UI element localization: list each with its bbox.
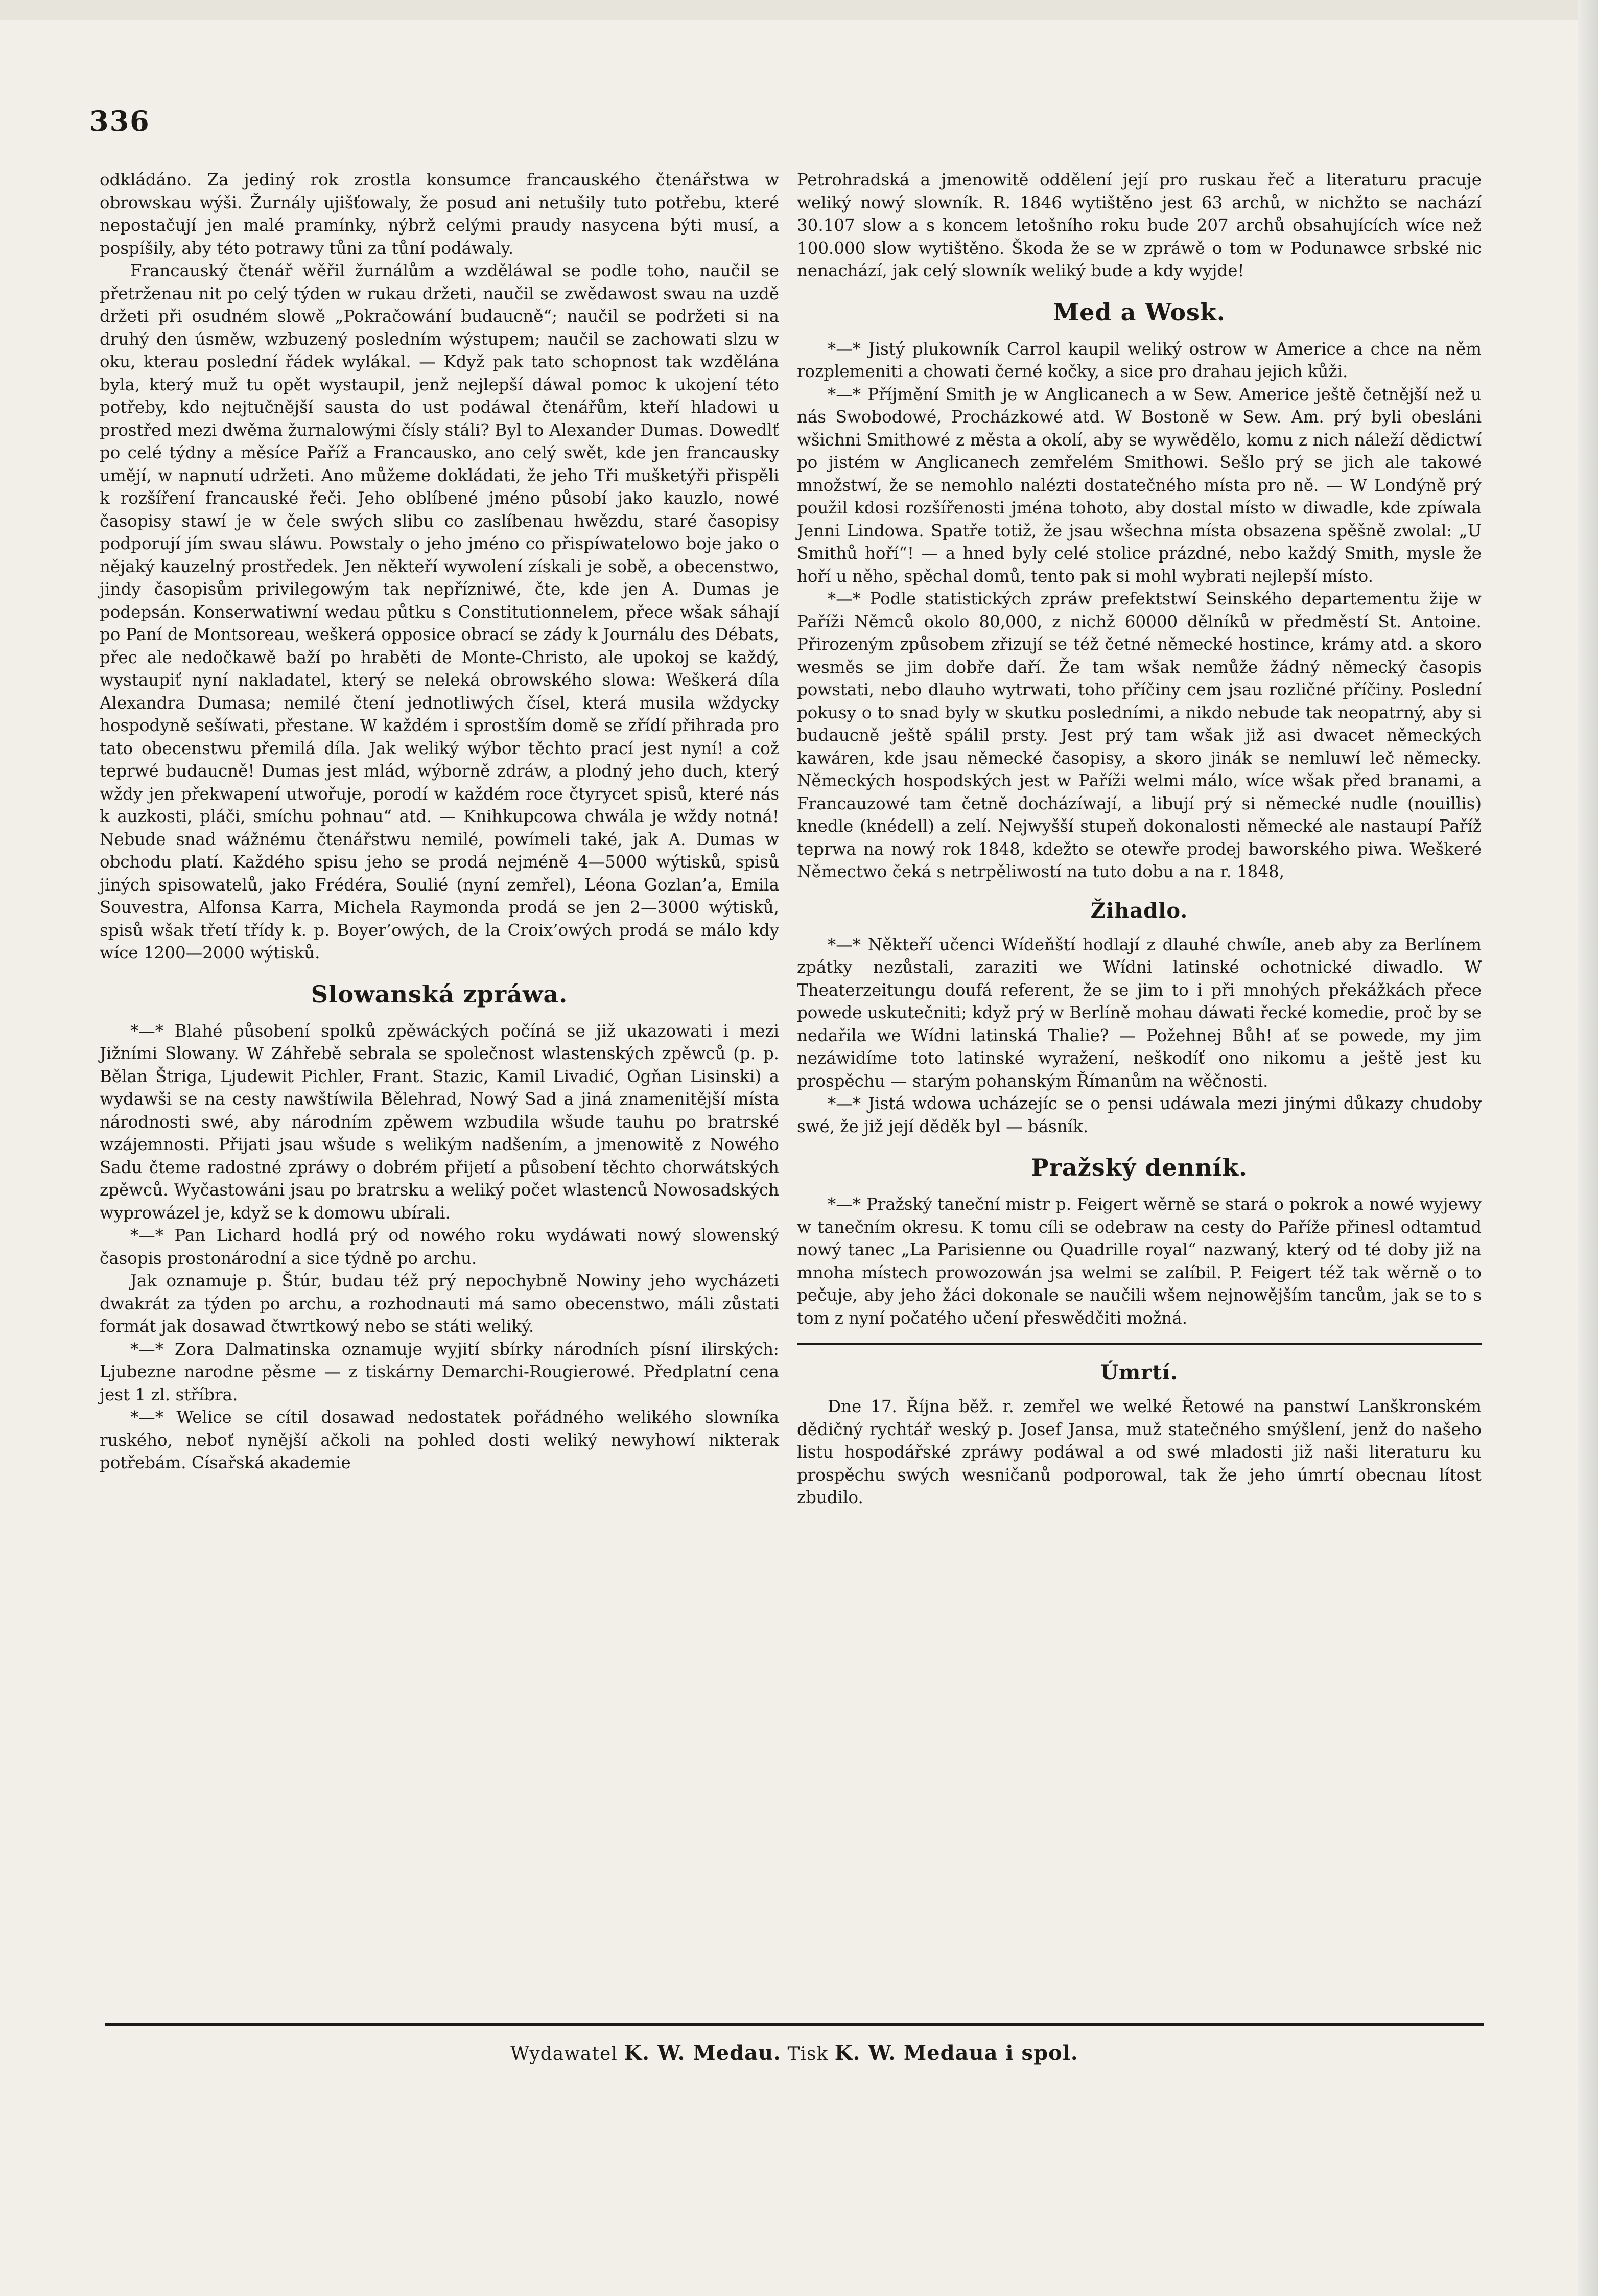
news-item: *—* Podle statistických zpráw prefektstwí Seinského departementu žije w Paříži Němců okolo 80,000, z nichž 60000 dělníků w předměstí St. Antoine. Přirozeným způsobem zřizují se též četné německé hostince, krámy atd. a skoro wesměs se jim dobře daří. Že tam wšak nemůže žádný německý časopis powstati, nebo dlauho wytrwati, toho příčiny cem jsau rozličné příčiny. Poslední pokusy o to snad byly w skutku posledními, a nikdo nebude tak neopatrný, aby si budaucně ještě spálil prsty. Jest prý tam wšak již asi dwacet německých kawáren, kde jsau německé časopisy, a skoro jinák se nemluwí leč německy. Německých hospodských jest w Paříži welmi málo, wíce wšak před branami, a Francauzowé tam četně docházíwají, a libují prý si německé nudle (nouillis) knedle (knédell) a zelí. Nejwyšší stupeň dokonalosti německé ale nastaupí Paříž teprwa na nowý rok 1848, kdežto se otewře prodej baworského piwa. Weškeré Němectwo čeká s netrpěliwostí na tuto dobu a na r. 1848,	[797, 589, 1482, 881]
section-title-prazsky-dennik: Pražský denník.	[1031, 1154, 1248, 1181]
news-item: *—* Jistý plukowník Carrol kaupil weliký ostrow w Americe a chce na něm rozplemeniti a chowati černé kočky, a sice pro drahau jejich kůži.	[797, 339, 1482, 381]
section-title-med-a-wosk: Med a Wosk.	[1053, 298, 1226, 326]
article-paragraph: odkládáno. Za jediný rok zrostla konsumce francauského čtenářstwa w obrowskau wýši. Žurnály ujišťowaly, že posud ani netušily tuto potřebu, které nepostačují jen malé pramínky, nýbrž celými praudy nasycena býti musí, a pospíšily, aby této potrawy tůni za tůní podáwaly.	[100, 170, 779, 258]
print-label: Tisk	[787, 2044, 829, 2065]
news-item: *—* Pan Lichard hodlá prý od nowého roku wydáwati nowý slowenský časopis prostonárodní a sice týdně po archu.	[100, 1226, 779, 1268]
section-title-slowanska: Slowanská zpráwa.	[311, 980, 568, 1008]
scan-edge-top	[0, 0, 1598, 20]
right-column	[797, 169, 1482, 1509]
imprint-footer	[105, 2041, 1484, 2065]
footer-rule	[105, 2023, 1484, 2026]
news-item: *—* Pražský taneční mistr p. Feigert wěrně se stará o pokrok a nowé wyjewy w tanečním okresu. K tomu cíli se odebraw na cesty do Paříže přinesl odtamtud nowý tanec „La Parisienne ou Quadrille royal“ nazwaný, který od té doby již na mnoha místech prowozowán jsa welmi se zalíbil. P. Feigert též tak wěrně o to pečuje, aby jeho žáci dokonale se naučili wšem nejnowějším tancům, jak se to s tom z nyní počatého učení přeswědčiti možná.	[797, 1194, 1482, 1328]
news-item: *—* Jistá wdowa ucházejíc se o pensi udáwala mezi jinými důkazy chudoby swé, že již její děděk byl — básník.	[797, 1094, 1482, 1136]
news-item: *—* Někteří učenci Wídeňští hodlají z dlauhé chwíle, aneb aby za Berlínem zpátky nezůstali, zaraziti we Wídni latinské ochotnické diwadlo. W Theaterzeitungu doufá referent, že se jim to i při mnohých překážkách přece powede uskutečniti; když prý w Berlíně mohau dáwati řecké komedie, proč by se nedařila we Wídni latinská Thalie? — Požehnej Bůh! ať se powede, my jim nezáwidíme toto latinské wyražení, neškodíť ono nikomu a ještě jest ku prospěchu — starým pohanským Římanům na wěčnosti.	[797, 934, 1482, 1091]
printer-name: K. W. Medaua i spol.	[834, 2041, 1078, 2065]
article-paragraph: Francauský čtenář wěřil žurnálům a wzděláwal se podle toho, naučil se přetrženau nit po celý týden w rukau držeti, naučil se zwědawost swau na uzdě držeti při osudném slowě „Pokračowání budaucně“; naučil se podržeti si na druhý den úsměw, wzbuzený posledním wýstupem; naučil se zachowati slzu w oku, kterau poslední řádek wylákal. — Když pak tato schopnost tak wzdělána byla, který muž tu opět wystaupil, jenž nejlepší dáwal pomoc k ukojení této potřeby, kdo nejtučnější sausta do ust podáwal čtenářům, kteří hladowi u prostřed mezi dwěma žurnalowými čísly stáli? Byl to Alexander Dumas. Dowedlť po celé týdny a měsíce Paříž a Francausko, ano celý swět, kde jen francausky umějí, w napnutí udržeti. Ano můžeme dokládati, že jeho Tři mušketýři přispěli k rozšíření francauské řeči. Jeho oblíbené jméno působí jako kauzlo, nowé časopisy stawí je w čele swých slibu co zaslíbenau hwězdu, staré časopisy podporují jím swau sláwu. Powstaly o jeho jméno co přispíwatelowo boje jako o nějaký kauzelný prostředek. Jen někteří wywolení získali je sobě, a obecenstwo, jindy časopisům privilegowým tak nepřízniwé, čte, kde jen A. Dumas je podepsán. Konserwatiwní wedau půtku s Constitutionnelem, přece wšak sáhají po Paní de Montsoreau, weškerá opposice obrací se zády k Journálu des Débats, přec ale nedočkawě baží po hraběti de Monte-Christo, ale upokoj se každý, wystaupiť nyní nakladatel, který se neleká obrowského slowa: Weškerá díla Alexandra Dumasa; nemilé čtení jednotliwých čísel, která musila wždycky hospodyně sešíwati, přestane. W každém i sprostším domě se zřídí přihrada pro tato obecenstwu přemilá díla. Jak weliký wýbor těchto prací jest nyní! a což teprwé budaucně! Dumas jest mlád, wýborně zdráw, a plodný jeho duch, který wždy jen překwapení utwořuje, porodí w každém roce čtyrycet spisů, které nás k auzkosti, pláči, smíchu pohnau“ atd. — Knihkupcowa chwála je wždy notná! Nebude snad wážnému čtenářstwu nemilé, powímeli také, jak A. Dumas w obchodu platí. Každého spisu jeho se prodá nejméně 4—5000 wýtisků, spisů jiných spisowatelů, jako Frédéra, Soulié (nyní zemřel), Léona Gozlan’a, Emila Souvestra, Alfonsa Karra, Michela Raymonda prodá se jen 2—3000 wýtisků, spisů wšak třetí třídy k. p. Boyer’owých, de la Croix’owých prodá se málo kdy wíce 1200—2000 wýtisků.	[100, 261, 779, 963]
news-item: *—* Příjmění Smith je w Anglicanech a w Sew. Americe ještě četnější než u nás Swobodowé, Procházkowé atd. W Bostoně w Sew. Am. prý byli obesláni wšichni Smithowé z města a okolí, aby se wywědělo, komu z nich náleží dědictwí po jistém w Anglicanech zemřelém Smithowi. Sešlo prý se jich ale takowé množstwí, že se nemohlo nalézti dostatečného místa pro ně. — W Londýně prý použil kdosi rozšířenosti jména tohoto, aby dostal místo w diwadle, kde zpíwala Jenni Lindowa. Spatře totiž, že jsau wšechna místa obsazena spěšně zwolal: „U Smithů hoří“! — a hned byly celé stolice prázdné, nebo každý Smith, mysle že hoří u něho, spěchal domů, tento pak si mohl wybrati nejlepší místo.	[797, 384, 1482, 586]
section-divider	[797, 1343, 1482, 1345]
publisher-label: Wydawatel	[510, 2044, 618, 2065]
page-number: 336	[89, 105, 150, 137]
news-item: Jak oznamuje p. Štúr, budau též prý nepochybně Nowiny jeho wycházeti dwakrát za týden po archu, a rozhodnauti má samo obecenstwo, máli zůstati formát jak dosawad čtwrtkowý nebo se státi weliký.	[100, 1271, 779, 1336]
scan-edge-right	[1578, 0, 1598, 2296]
news-item: *—* Blahé působení spolků zpěwáckých počíná se již ukazowati i mezi Jižními Slowany. W Záhřebě sebrala se společnost wlastenských zpěwců (p. p. Bělan Štriga, Ljudewit Pichler, Frant. Stazic, Kamil Livadić, Ogňan Lisinski) a wydawši se na cesty nawštíwila Bělehrad, Nowý Sad a jiná znamenitější místa národnosti swé, aby národním zpěwem wzbudila wšude tauhu po bratrské wzájemnosti. Přijati jsau wšude s welikým nadšením, a jmenowitě z Nowého Sadu čteme radostné zpráwy o dobrém přijetí a působení těchto chorwátských zpěwců. Wyčastowáni jsau po bratrsku a weliký počet wlastenců Nowosadských wyprowázel je, když se k domowu ubírali.	[100, 1021, 779, 1223]
publisher-name: K. W. Medau.	[624, 2041, 781, 2065]
section-title-umrti: Úmrtí.	[1100, 1361, 1178, 1385]
left-column	[100, 169, 779, 1474]
article-paragraph: Petrohradská a jmenowitě oddělení její pro ruskau řeč a literaturu pracuje weliký nowý slowník. R. 1846 wytištěno jest 63 archů, w nichžto se nachází 30.107 slow a s koncem letošního roku bude 207 archů obsahujících wíce než 100.000 slow wytištěno. Škoda že se w zpráwě o tom w Podunawce srbské nic nenachází, jak celý slowník weliký bude a kdy wyjde!	[797, 170, 1482, 280]
news-item: *—* Zora Dalmatinska oznamuje wyjití sbírky národních písní ilirských: Ljubezne narodne pěsme — z tiskárny Demarchi-Rougierowé. Předplatní cena jest 1 zl. stříbra.	[100, 1339, 779, 1404]
section-title-zihadlo: Žihadlo.	[1090, 898, 1188, 923]
news-item: Dne 17. Října běž. r. zemřel we welké Řetowé na panstwí Lanškronském dědičný rychtář weský p. Josef Jansa, muž statečného smýšlení, jenž do našeho listu hospodářské zpráwy podáwal a od swé mladosti již naši literaturu ku prospěchu swých wesničanů podporowal, tak že jeho úmrtí obecnau lítost zbudilo.	[797, 1397, 1482, 1507]
news-item: *—* Welice se cítil dosawad nedostatek pořádného welikého slowníka ruského, neboť nynější ačkoli na pohled dosti weliký newyhowí nikterak potřebám. Císařská akademie	[100, 1408, 779, 1472]
